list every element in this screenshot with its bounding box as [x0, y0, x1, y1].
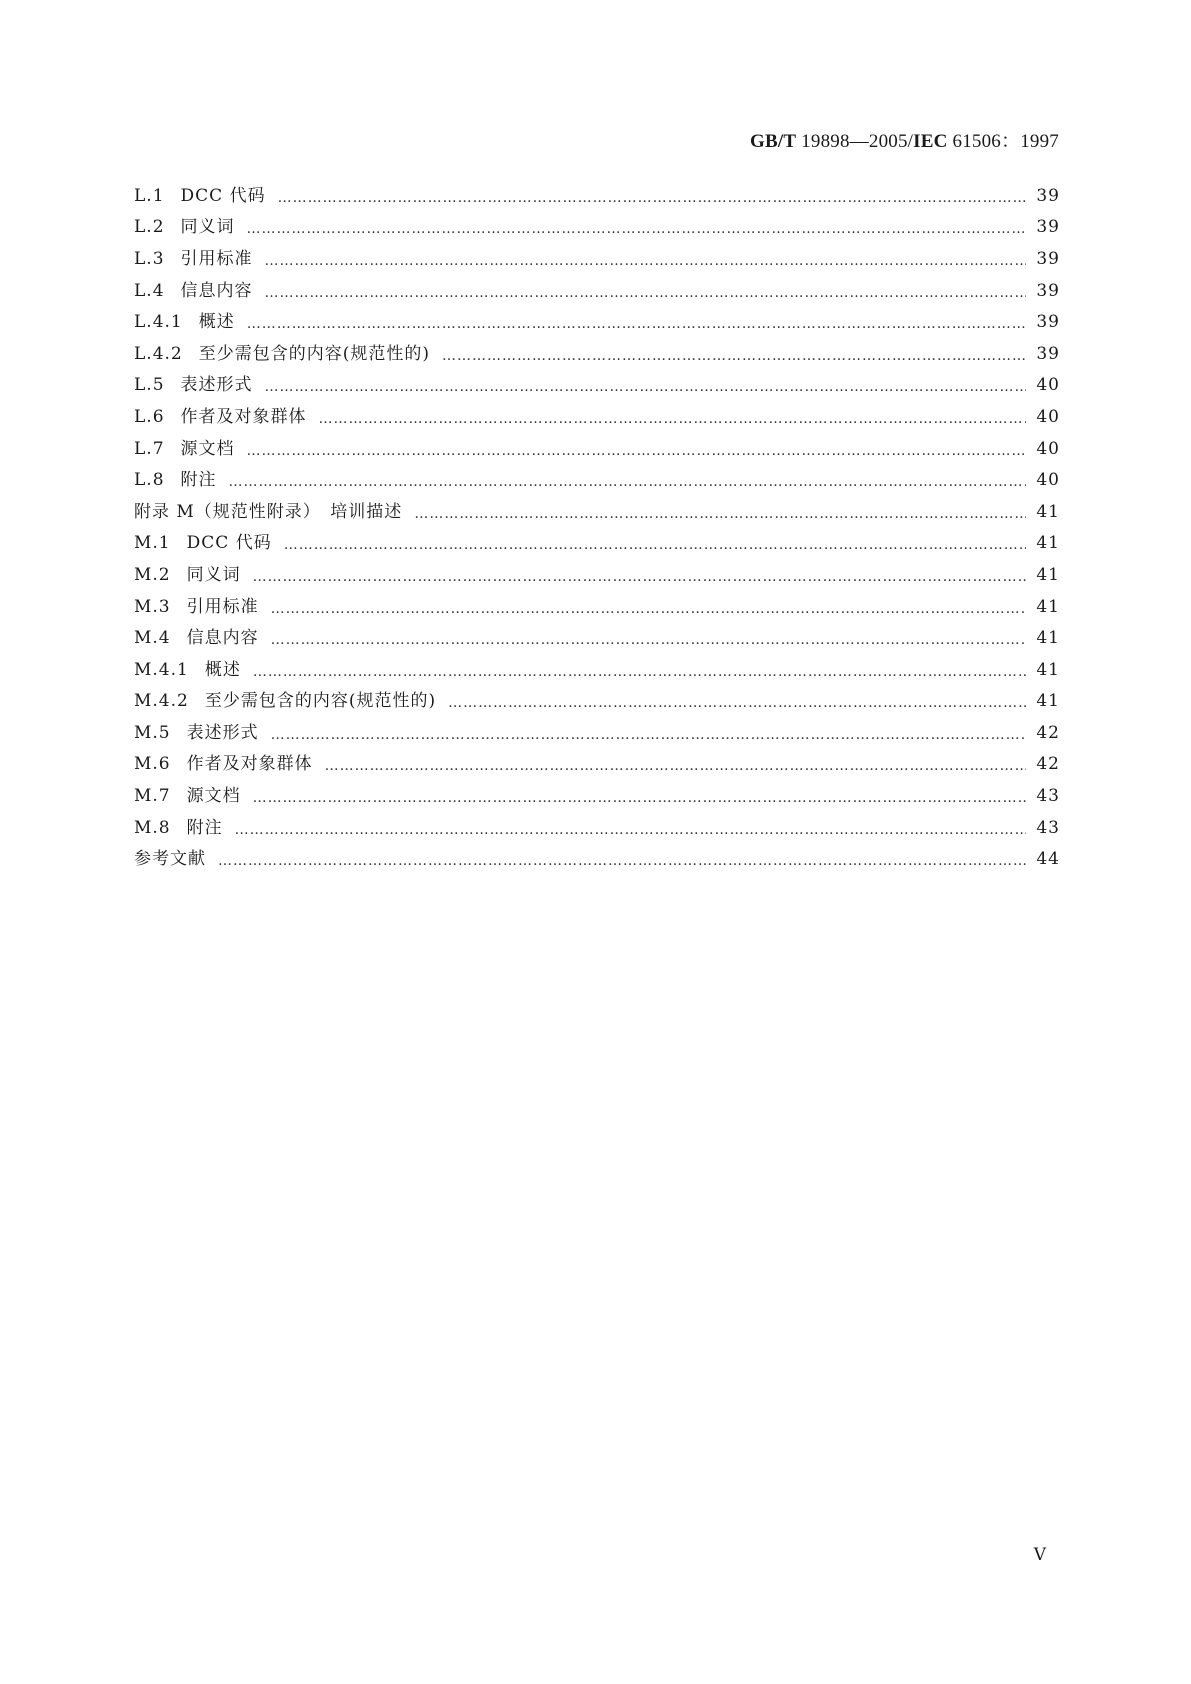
toc-dot-leader — [253, 662, 1026, 682]
toc-entry[interactable] — [134, 464, 1060, 496]
toc-entry[interactable] — [134, 686, 1060, 718]
toc-entry-number: M.1 — [134, 533, 171, 554]
toc-entry-page: 41 — [1036, 533, 1060, 554]
toc-entry[interactable] — [134, 433, 1060, 465]
toc-entry-number: M.4.2 — [134, 691, 189, 712]
toc-dot-leader — [229, 472, 1026, 492]
toc-entry-page: 43 — [1036, 786, 1060, 807]
toc-entry[interactable] — [134, 622, 1060, 654]
page-number: V — [1033, 1545, 1046, 1565]
toc-entry-page: 41 — [1036, 628, 1060, 649]
toc-dot-leader — [265, 283, 1026, 303]
toc-entry-title: 附注 — [186, 817, 223, 838]
toc-dot-leader — [414, 504, 1026, 524]
toc-entry-title: 概述 — [198, 312, 235, 333]
toc-entry-page: 40 — [1036, 470, 1060, 491]
toc-entry-title: 表述形式 — [180, 375, 253, 396]
toc-entry-title: 作者及对象群体 — [180, 406, 307, 427]
toc-dot-leader — [247, 441, 1026, 461]
toc-entry[interactable] — [134, 338, 1060, 370]
toc-entry[interactable] — [134, 212, 1060, 244]
toc-dot-leader — [271, 725, 1026, 745]
toc-entry-number: L.4.1 — [134, 312, 183, 333]
toc-entry[interactable] — [134, 401, 1060, 433]
toc-entry-number: L.5 — [134, 375, 165, 396]
toc-entry-number: M.6 — [134, 754, 171, 775]
toc-entry[interactable] — [134, 559, 1060, 591]
toc-dot-leader — [218, 851, 1026, 871]
toc-dot-leader — [247, 219, 1026, 239]
toc-entry[interactable] — [134, 780, 1060, 812]
toc-entry-title: 同义词 — [180, 217, 235, 238]
toc-entry-number: M.2 — [134, 564, 171, 585]
toc-entry-number: L.4.2 — [134, 343, 183, 364]
toc-entry-number: M.7 — [134, 786, 171, 807]
toc-entry[interactable] — [134, 496, 1060, 528]
toc-entry-title: 源文档 — [186, 786, 241, 807]
toc-entry-page: 39 — [1036, 312, 1060, 333]
toc-entry-page: 39 — [1036, 185, 1060, 206]
toc-entry[interactable] — [134, 180, 1060, 212]
toc-entry-page: 40 — [1036, 375, 1060, 396]
toc-entry[interactable] — [134, 306, 1060, 338]
toc-dot-leader — [442, 346, 1026, 366]
toc-dot-leader — [265, 377, 1026, 397]
toc-entry-number: L.3 — [134, 248, 165, 269]
toc-entry-page: 39 — [1036, 343, 1060, 364]
toc-entry-page: 41 — [1036, 564, 1060, 585]
toc-entry-page: 41 — [1036, 659, 1060, 680]
toc-entry[interactable] — [134, 591, 1060, 623]
toc-dot-leader — [325, 756, 1026, 776]
toc-entry-page: 39 — [1036, 280, 1060, 301]
toc-entry-page: 41 — [1036, 596, 1060, 617]
toc-entry-title: 概述 — [204, 659, 241, 680]
toc-entry[interactable] — [134, 243, 1060, 275]
toc-entry-page: 40 — [1036, 438, 1060, 459]
toc-entry-page: 42 — [1036, 722, 1060, 743]
page-header — [750, 126, 1059, 153]
toc-entry-number: M.3 — [134, 596, 171, 617]
toc-entry[interactable] — [134, 749, 1060, 781]
toc-entry-number: L.2 — [134, 217, 165, 238]
toc-entry-number: M.4.1 — [134, 659, 189, 680]
toc-entry-title: 表述形式 — [186, 722, 259, 743]
iec-prefix: IEC — [913, 131, 948, 152]
toc-entry[interactable] — [134, 654, 1060, 686]
toc-entry-title: 至少需包含的内容(规范性的) — [198, 343, 430, 364]
toc-entry-page: 41 — [1036, 691, 1060, 712]
toc-entry-number: L.6 — [134, 406, 165, 427]
toc-entry-title: 引用标准 — [186, 596, 259, 617]
iec-number: 61506：1997 — [947, 131, 1059, 152]
toc-entry-page: 43 — [1036, 817, 1060, 838]
toc-entry-title: 参考文献 — [134, 849, 206, 870]
toc-entry-page: 41 — [1036, 501, 1060, 522]
toc-entry-title: 引用标准 — [180, 248, 253, 269]
toc-entry-page: 40 — [1036, 406, 1060, 427]
toc-entry-title: 作者及对象群体 — [186, 754, 313, 775]
toc-dot-leader — [319, 409, 1026, 429]
toc-dot-leader — [253, 567, 1026, 587]
toc-entry-page: 44 — [1036, 849, 1060, 870]
toc-entry-title: 至少需包含的内容(规范性的) — [204, 691, 437, 712]
toc-entry-number: L.1 — [134, 185, 165, 206]
toc-dot-leader — [271, 599, 1026, 619]
standard-prefix: GB/T — [750, 131, 797, 152]
toc-entry-page: 42 — [1036, 754, 1060, 775]
toc-entry-title: 附录 M（规范性附录） 培训描述 — [134, 501, 403, 522]
toc-entry[interactable] — [134, 275, 1060, 307]
toc-dot-leader — [448, 693, 1026, 713]
toc-dot-leader — [278, 188, 1026, 208]
standard-number: 19898—2005/ — [796, 131, 914, 152]
toc-entry-number: M.5 — [134, 722, 171, 743]
toc-dot-leader — [265, 251, 1026, 271]
toc-entry-page: 39 — [1036, 248, 1060, 269]
toc-entry-title: 附注 — [180, 470, 217, 491]
toc-entry-title: DCC 代码 — [180, 185, 266, 206]
toc-dot-leader — [284, 535, 1026, 555]
toc-entry[interactable] — [134, 528, 1060, 560]
toc-entry-number: M.4 — [134, 628, 171, 649]
toc-entry-number: L.4 — [134, 280, 165, 301]
toc-entry[interactable] — [134, 843, 1060, 875]
toc-entry-title: 源文档 — [180, 438, 235, 459]
toc-entry[interactable] — [134, 717, 1060, 749]
toc-entry[interactable] — [134, 370, 1060, 402]
toc-dot-leader — [253, 788, 1026, 808]
toc-entry-page: 39 — [1036, 217, 1060, 238]
toc-entry-title: 信息内容 — [180, 280, 253, 301]
toc-entry-number: L.7 — [134, 438, 165, 459]
toc-entry-title: 同义词 — [186, 564, 241, 585]
table-of-contents — [134, 180, 1060, 875]
toc-entry-title: DCC 代码 — [186, 533, 272, 554]
toc-dot-leader — [271, 630, 1026, 650]
toc-entry-title: 信息内容 — [186, 628, 259, 649]
toc-entry-number: M.8 — [134, 817, 171, 838]
toc-dot-leader — [247, 314, 1026, 334]
toc-entry-number: L.8 — [134, 470, 165, 491]
toc-dot-leader — [235, 820, 1026, 840]
toc-entry[interactable] — [134, 812, 1060, 844]
